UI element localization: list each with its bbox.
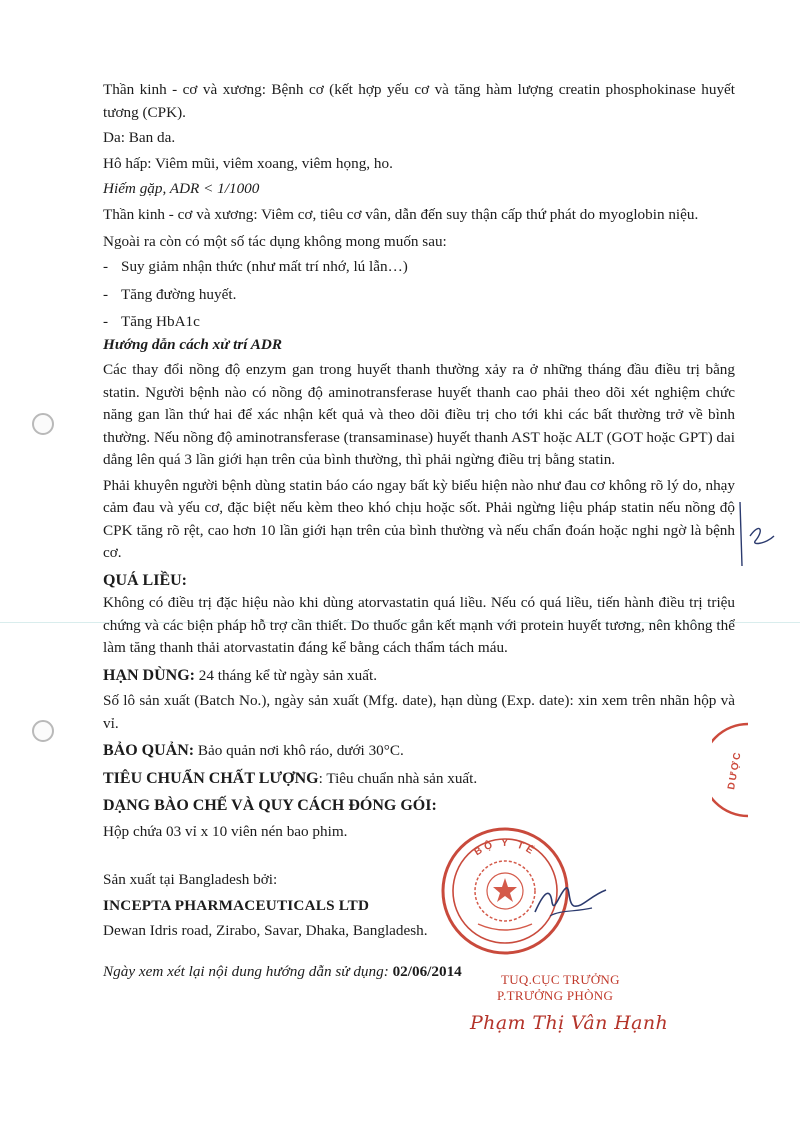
svg-text:BỘ Y TẾ <box>472 837 538 858</box>
list-item <box>103 311 735 334</box>
approval-title-line-2: P.TRƯỞNG PHÒNG <box>497 988 614 1003</box>
list-item-text: Tăng HbA1c <box>121 313 200 330</box>
list-item-text: Tăng đường huyết. <box>121 285 237 303</box>
paragraph-other-effects: Ngoài ra còn có một số tác dụng không mong muốn sau: <box>103 233 447 250</box>
document-body <box>103 79 735 983</box>
list-item <box>103 256 735 279</box>
company-address: Dewan Idris road, Zirabo, Savar, Dhaka, Bangladesh. <box>103 922 428 939</box>
edge-stamp <box>712 720 752 820</box>
handwritten-signature <box>530 882 610 922</box>
approver-signature-name: Phạm Thị Vân Hạnh <box>470 1012 669 1034</box>
review-label: Ngày xem xét lại nội dung hướng dẫn sử dụng: <box>103 962 393 980</box>
company-name: INCEPTA PHARMACEUTICALS LTD <box>103 896 370 914</box>
bullet-dash: - <box>103 313 109 330</box>
adr-handling-heading: Hướng dẫn cách xử trí ADR <box>103 335 282 353</box>
margin-pen-mark <box>734 500 784 570</box>
approval-block <box>497 972 667 1004</box>
rare-adr-heading: Hiếm gặp, ADR < 1/1000 <box>103 180 260 197</box>
dosage-form-text: Hộp chứa 03 vỉ x 10 viên nén bao phim. <box>103 822 348 840</box>
paragraph-skin: Da: Ban da. <box>103 129 176 146</box>
review-date: 02/06/2014 <box>392 962 462 980</box>
storage-line <box>103 740 735 763</box>
quality-standard-line <box>103 768 735 791</box>
edge-stamp-text: DƯỢC <box>726 749 744 791</box>
batch-paragraph: Số lô sản xuất (Batch No.), ngày sản xuất (Mfg. date), hạn dùng (Exp. date): xin xem trên nhãn hộp và vỉ. <box>103 692 735 732</box>
bullet-dash: - <box>103 258 109 275</box>
punch-hole-bottom <box>32 720 54 742</box>
quality-standard-label: TIÊU CHUẨN CHẤT LƯỢNG <box>103 769 319 787</box>
expiry-line <box>103 665 735 688</box>
made-in-line: Sản xuất tại Bangladesh bởi: <box>103 871 278 888</box>
bullet-dash: - <box>103 285 109 303</box>
expiry-label: HẠN DÙNG: <box>103 666 195 684</box>
list-item-text: Suy giảm nhận thức (như mất trí nhớ, lú lẫn…) <box>121 258 408 275</box>
list-item <box>103 284 735 307</box>
storage-text: Bảo quản nơi khô ráo, dưới 30°C. <box>194 742 404 759</box>
overdose-paragraph: Không có điều trị đặc hiệu nào khi dùng atorvastatin quá liều. Nếu có quá liều, tiến hành điều trị triệu chứng và các biện pháp hỗ trợ cần thiết. Do thuốc gắn kết mạnh với protein huyết tương, nên không thể làm tăng thanh thải atorvastatin đáng kể bằng cách thẩm tách máu. <box>103 594 735 656</box>
punch-hole-top <box>32 413 54 435</box>
stamp-top-text: BỘ Y TẾ <box>472 837 538 859</box>
storage-label: BẢO QUẢN: <box>103 742 195 759</box>
paragraph-rare-musculoskeletal: Thần kinh - cơ và xương: Viêm cơ, tiêu cơ vân, dẫn đến suy thận cấp thứ phát do myoglobin niệu. <box>103 205 699 223</box>
paragraph-respiratory: Hô hấp: Viêm mũi, viêm xoang, viêm họng, ho. <box>103 154 393 172</box>
adr-paragraph-liver: Các thay đổi nồng độ enzym gan trong huyết thanh thường xảy ra ở những tháng đầu điều trị bằng statin. Người bệnh nào có nồng độ aminotransferase huyết thanh cao phải theo dõi xét nghiệm chức năng gan lần thứ hai để xác nhận kết quả và theo dõi điều trị cho tới khi các bất thường trở về bình thường. Nếu nồng độ aminotransferase (transaminase) huyết thanh AST hoặc ALT (GOT hoặc GPT) dai dẳng lên quá 3 lần giới hạn trên của bình thường, thì phải ngừng điều trị bằng statin. <box>103 361 735 468</box>
approval-title-line-1: TUQ.CỤC TRƯỞNG <box>501 972 620 987</box>
adr-paragraph-muscle: Phải khuyên người bệnh dùng statin báo cáo ngay bất kỳ biểu hiện nào như đau cơ không rõ lý do, nhạy cảm đau và yếu cơ, đặc biệt nếu kèm theo khó chịu hoặc sốt. Phải ngừng liệu pháp statin nếu nồng độ CPK tăng rõ rệt, cao hơn 10 lần giới hạn trên của bình thường và nếu chẩn đoán hoặc nghi ngờ là bệnh cơ. <box>103 476 735 561</box>
quality-standard-text: : Tiêu chuẩn nhà sản xuất. <box>318 769 478 787</box>
dosage-form-heading: DẠNG BÀO CHẾ VÀ QUY CÁCH ĐÓNG GÓI: <box>103 797 437 814</box>
expiry-text: 24 tháng kể từ ngày sản xuất. <box>195 666 378 684</box>
overdose-heading: QUÁ LIỀU: <box>103 571 188 589</box>
paragraph-musculoskeletal: Thần kinh - cơ và xương: Bệnh cơ (kết hợp yếu cơ và tăng hàm lượng creatin phosphokinase huyết tương (CPK). <box>103 81 735 121</box>
